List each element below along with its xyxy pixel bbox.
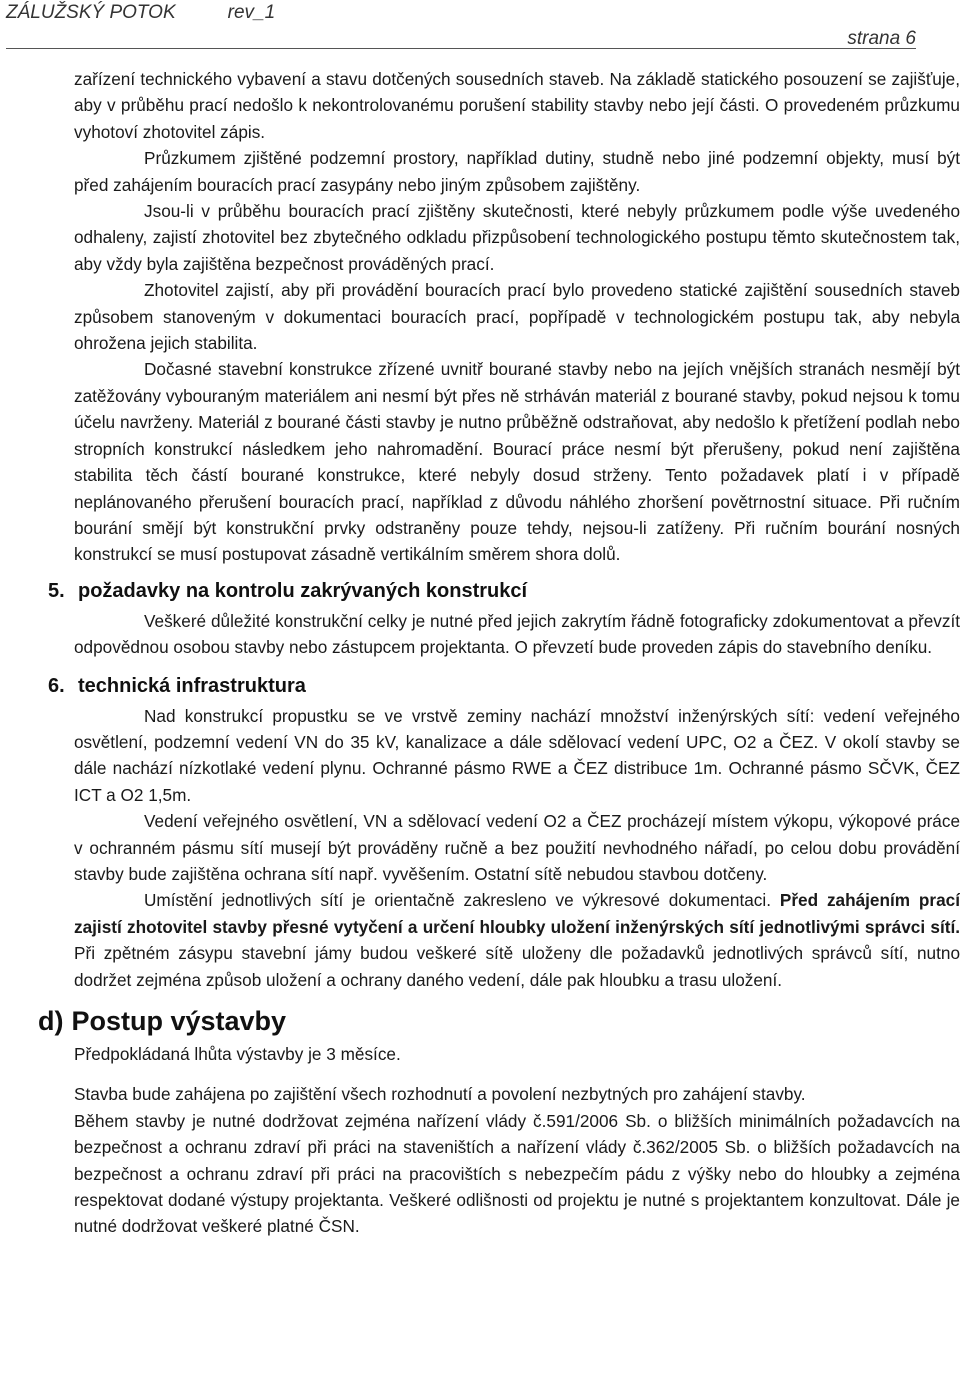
paragraph: Dočasné stavební konstrukce zřízené uvnitř bourané stavby nebo na jejích vnějších stranách nesmějí být zatěžovány vybouraným materiálem ani nesmí být přes ně strháván materiál z bourané stavby, pokud nejsou k tomu účelu navrženy. Materiál z bourané části stavby je nutno průběžně odstraňovat, aby nedošlo k přetížení podlah nebo stropních konstrukcí následkem jeho nahromadění. Bourací práce nesmí být přerušeny, pokud není zajištěna stabilita těch částí bourané konstrukce, které nebyly dosud strženy. Tento požadavek platí i v případě neplánovaného přerušení bouracích prací, například z důvodu náhlého zhoršení povětrnostní situace. Při ručním bourání smějí být konstrukční prvky odstraněny pouze tehdy, nejsou-li zatíženy. Při ručním bourání nosných konstrukcí se musí postupovat zásadně vertikálním směrem shora dolů. [74,359,960,565]
section-heading-d [38,1005,960,1037]
section-heading-6 [48,673,960,699]
paragraph: Stavba bude zahájena po zajištění všech rozhodnutí a povolení nezbytných pro zahájení stavby. [74,1084,806,1105]
section-title: Postup výstavby [71,1006,287,1036]
section-number: 5. [48,579,65,602]
paragraph: Zhotovitel zajistí, aby při provádění bouracích prací bylo provedeno statické zajištění sousedních staveb způsobem stanoveným v dokumentaci bouracích prací, popřípadě v technologickém postupu tak, aby nebyla ohrožena jejich stabilita. [74,280,960,354]
section-number: 6. [48,674,65,697]
section-number: d) [38,1006,64,1036]
project-name: ZÁLUŽSKÝ POTOK [6,2,176,23]
section-title: požadavky na kontrolu zakrývaných konstrukcí [78,579,528,602]
header-left [6,2,327,24]
header-divider [6,48,916,49]
paragraph [74,887,960,993]
paragraph: Veškeré důležité konstrukční celky je nutné před jejich zakrytím řádně fotograficky zdokumentovat a převzít odpovědnou osobou stavby nebo zástupcem projektanta. O převzetí bude proveden zápis do stavebního deníku. [74,610,960,658]
paragraph: Nad konstrukcí propustku se ve vrstvě zeminy nachází množství inženýrských sítí: vedení veřejného osvětlení, podzemní vedení VN do 35 kV, kanalizace a dále sdělovací vedení UPC, O2 a ČEZ. V okolí stavby se dále nachází nízkotlaké vedení plynu. Ochranné pásmo RWE a ČEZ distribuce 1m. Ochranné pásmo SČVK, ČEZ ICT a O2 1,5m. [74,705,960,805]
section-title: technická infrastruktura [78,674,306,697]
revision-label: rev_1 [227,2,276,23]
section-heading-5 [48,578,960,604]
paragraph: Jsou-li v průběhu bouracích prací zjištěny skutečnosti, které nebyly průzkumem podle výše uvedeného odhaleny, zajistí zhotovitel bez zbytečného odkladu přizpůsobení technologického postupu těmto skutečnostem tak, aby vždy byla zajištěna bezpečnost prováděných prací. [74,201,960,274]
page-number: strana 6 [847,28,916,49]
paragraph: Během stavby je nutné dodržovat zejména nařízení vlády č.591/2006 Sb. o bližších minimálních požadavcích na bezpečnost a ochranu zdraví při práci na staveništích a nařízení vlády č.362/2005 Sb. o bližších požadavcích na bezpečnost a ochranu zdraví při práci na pracovištích s nebezpečím pádu z výšky nebo do hloubky a zejména respektovat dodané výstupy projektanta. Veškeré odlišnosti od projektu je nutné s projektantem konzultovat. Dále je nutné dodržovat veškeré platné ČSN. [74,1110,960,1237]
paragraph: Průzkumem zjištěné podzemní prostory, například dutiny, studně nebo jiné podzemní objekty, musí být před zahájením bouracích prací zasypány nebo jiným způsobem zajištěny. [74,148,960,195]
page-header [0,0,960,52]
bold-text: Před zahájením prací zajistí zhotovitel stavby přesné vytyčení a určení hloubky uložení inženýrských sítí jednotlivými správci sítí. [74,890,960,937]
paragraph: Vedení veřejného osvětlení, VN a sdělovací vedení O2 a ČEZ procházejí místem výkopu, výkopové práce v ochranném pásmu sítí musejí být prováděny ručně a bez použití nevhodného nářadí, po celou dobu provádění stavby bude zajištěna ochrana sítí např. vyvěšením. Ostatní sítě nebudou stavbou dotčeny. [74,811,960,884]
paragraph-text: Umístění jednotlivých sítí je orientačně zakresleno ve výkresové dokumentaci. [144,890,771,911]
paragraph: zařízení technického vybavení a stavu dotčených sousedních staveb. Na základě statického posouzení se zajišťuje, aby v průběhu prací nedošlo k nekontrolovanému porušení stability stavby nebo její části. O provedeném průzkumu vyhotoví zhotovitel zápis. [74,69,960,142]
document-body [38,66,960,1240]
paragraph-text: Při zpětném zásypu stavební jámy budou veškeré sítě uloženy dle požadavků jednotlivých správců sítí, nutno dodržet zejména způsob uložení a ochrany daného vedení, dále pak hloubku a trasu uložení. [74,943,960,990]
paragraph: Předpokládaná lhůta výstavby je 3 měsíce. [74,1044,401,1064]
